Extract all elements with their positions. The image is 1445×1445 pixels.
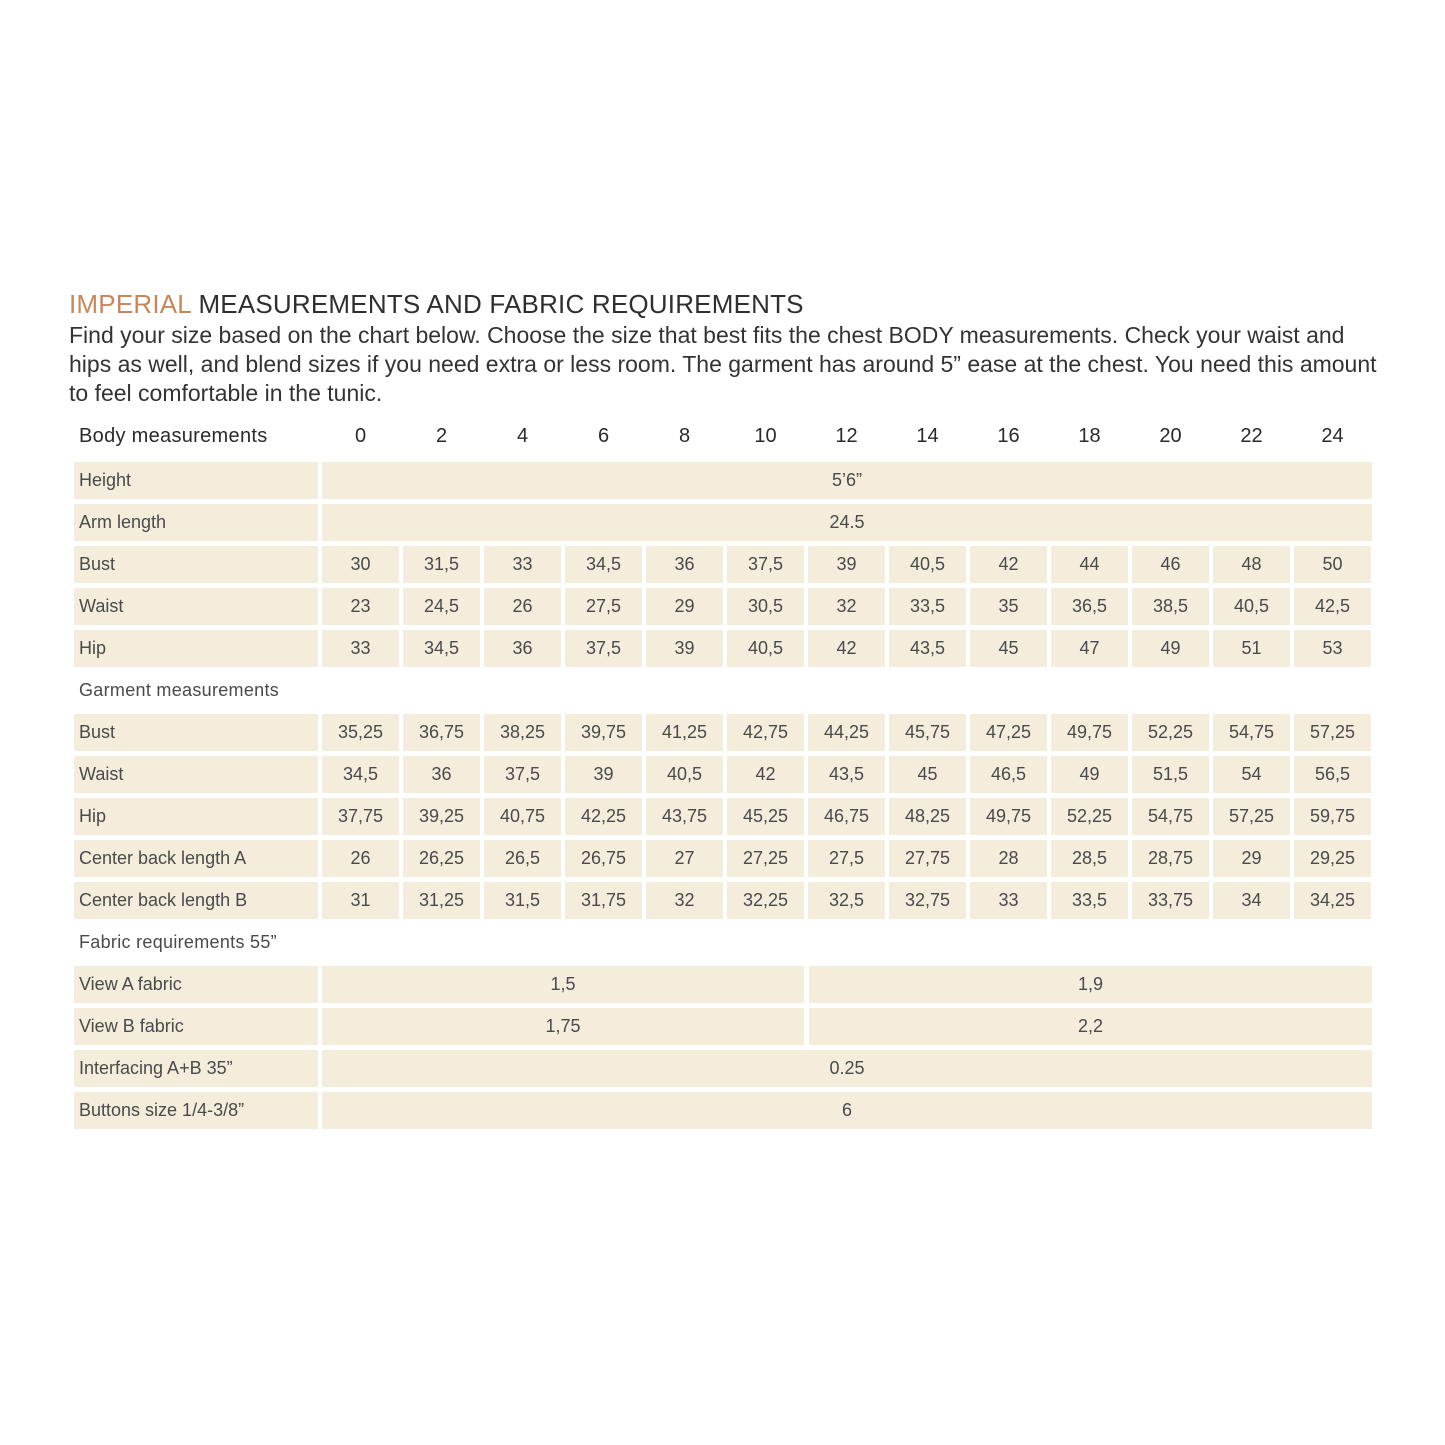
measurement-cell: 32 [646,882,723,919]
measurement-cell: 34 [1213,882,1290,919]
measurement-cell: 49,75 [970,798,1047,835]
header-label: Body measurements [79,424,268,447]
measurement-cell: 34,5 [403,630,480,667]
measurement-cell: 28,75 [1132,840,1209,877]
size-header: 24 [1321,424,1344,447]
row-label: Interfacing A+B 35” [74,1050,318,1087]
measurement-cell: 32 [808,588,885,625]
size-header: 0 [354,424,367,447]
title-accent: IMPERIAL [69,289,192,319]
measurement-cell: 35 [970,588,1047,625]
measurement-cell: 26,25 [403,840,480,877]
size-header: 8 [678,424,691,447]
measurement-cell: 36 [403,756,480,793]
interfacing-value: 0.25 [322,1050,1372,1087]
measurement-cell: 26,5 [484,840,561,877]
size-header: 4 [516,424,529,447]
measurement-cell: 52,25 [1051,798,1128,835]
measurement-cell: 29,25 [1294,840,1371,877]
measurement-cell: 39 [565,756,642,793]
measurement-cell: 41,25 [646,714,723,751]
measurement-cell: 46 [1132,546,1209,583]
measurement-cell: 54 [1213,756,1290,793]
arm-length-value: 24.5 [322,504,1372,541]
page-title [69,288,804,320]
measurement-cell: 33,75 [1132,882,1209,919]
view-b-fabric-row [74,1005,1372,1047]
measurement-cell: 34,25 [1294,882,1371,919]
row-label: Arm length [74,504,318,541]
measurement-cell: 26 [322,840,399,877]
height-value: 5’6” [322,462,1372,499]
measurement-cell: 47 [1051,630,1128,667]
measurement-cell: 36 [484,630,561,667]
buttons-value: 6 [322,1092,1372,1129]
view-b-large-value: 2,2 [809,1008,1372,1045]
measurement-cell: 45,75 [889,714,966,751]
measurement-cell: 42,75 [727,714,804,751]
measurement-cell: 31,75 [565,882,642,919]
measurement-cell: 30,5 [727,588,804,625]
measurement-cell: 42 [808,630,885,667]
intro-text: Find your size based on the chart below. Choose the size that best fits the chest BODY measurements. Check your waist and hips as well, and blend sizes if you need extra or less room. The garment has around 5” ease at the chest. You need this amount to feel comfortable in the tunic. [69,322,1377,406]
size-header: 22 [1240,424,1263,447]
view-b-small-value: 1,75 [322,1008,804,1045]
height-row [74,459,1372,501]
measurement-cell: 36,75 [403,714,480,751]
measurement-cell: 57,25 [1294,714,1371,751]
measurement-cell: 31,25 [403,882,480,919]
row-label: Hip [74,798,318,835]
measurement-cell: 51 [1213,630,1290,667]
measurement-cell: 46,75 [808,798,885,835]
measurement-cell: 24,5 [403,588,480,625]
size-header: 14 [916,424,939,447]
measurement-cell: 44 [1051,546,1128,583]
garment-section-title: Garment measurements [79,679,280,700]
view-a-large-value: 1,9 [809,966,1372,1003]
measurement-cell: 54,75 [1132,798,1209,835]
measurement-cell: 45,25 [727,798,804,835]
measurement-cell: 32,25 [727,882,804,919]
measurement-cell: 27,5 [808,840,885,877]
measurement-cell: 54,75 [1213,714,1290,751]
body-measurement-rows [74,543,1372,669]
measurement-cell: 28 [970,840,1047,877]
measurement-cell: 31 [322,882,399,919]
measurement-cell: 37,5 [484,756,561,793]
measurement-cell: 43,5 [808,756,885,793]
measurement-cell: 33,5 [889,588,966,625]
body-measurement-row [74,585,1372,627]
measurement-cell: 40,75 [484,798,561,835]
body-measurement-row [74,627,1372,669]
measurement-cell: 43,75 [646,798,723,835]
garment-measurement-row [74,711,1372,753]
view-a-small-value: 1,5 [322,966,804,1003]
buttons-row [74,1089,1372,1131]
size-header: 10 [754,424,777,447]
measurement-cell: 23 [322,588,399,625]
measurement-cell: 33 [970,882,1047,919]
size-header: 18 [1078,424,1101,447]
row-label: Hip [74,630,318,667]
garment-measurement-row [74,837,1372,879]
fabric-section-title: Fabric requirements 55” [79,931,277,952]
measurement-cell: 49,75 [1051,714,1128,751]
measurement-cell: 39,25 [403,798,480,835]
row-label: Height [74,462,318,499]
measurement-cell: 37,5 [565,630,642,667]
measurement-cell: 28,5 [1051,840,1128,877]
measurement-cell: 32,5 [808,882,885,919]
row-label: Bust [74,714,318,751]
measurement-cell: 45 [970,630,1047,667]
measurement-cell: 30 [322,546,399,583]
size-header: 6 [597,424,610,447]
measurement-cell: 27,5 [565,588,642,625]
measurement-cell: 36 [646,546,723,583]
measurement-cell: 37,75 [322,798,399,835]
measurement-cell: 40,5 [1213,588,1290,625]
row-label: View A fabric [74,966,318,1003]
measurement-cell: 26,75 [565,840,642,877]
measurement-cell: 48,25 [889,798,966,835]
measurement-cell: 27,75 [889,840,966,877]
measurement-cell: 36,5 [1051,588,1128,625]
measurement-cell: 31,5 [403,546,480,583]
size-header: 2 [435,424,448,447]
measurement-cell: 33 [484,546,561,583]
row-label: Waist [74,756,318,793]
measurement-cell: 39 [646,630,723,667]
measurement-cell: 44,25 [808,714,885,751]
measurement-cell: 45 [889,756,966,793]
measurement-cell: 59,75 [1294,798,1371,835]
measurement-cell: 46,5 [970,756,1047,793]
size-chart-table [74,413,1372,1131]
measurement-cell: 43,5 [889,630,966,667]
measurement-cell: 38,25 [484,714,561,751]
measurement-cell: 48 [1213,546,1290,583]
measurement-cell: 39 [808,546,885,583]
measurement-cell: 49 [1051,756,1128,793]
measurement-cell: 51,5 [1132,756,1209,793]
row-label: View B fabric [74,1008,318,1045]
measurement-cell: 26 [484,588,561,625]
measurement-cell: 31,5 [484,882,561,919]
title-rest: MEASUREMENTS AND FABRIC REQUIREMENTS [198,289,804,319]
body-measurement-row [74,543,1372,585]
measurement-cell: 57,25 [1213,798,1290,835]
garment-measurement-row [74,753,1372,795]
measurement-cell: 42,25 [565,798,642,835]
size-header-row [74,413,1372,459]
measurement-cell: 49 [1132,630,1209,667]
measurement-cell: 29 [646,588,723,625]
measurement-cell: 39,75 [565,714,642,751]
measurement-cell: 40,5 [889,546,966,583]
measurement-cell: 42 [727,756,804,793]
measurement-cell: 38,5 [1132,588,1209,625]
measurement-cell: 34,5 [565,546,642,583]
measurement-cell: 50 [1294,546,1371,583]
measurement-cell: 32,75 [889,882,966,919]
garment-measurement-row [74,879,1372,921]
view-a-fabric-row [74,963,1372,1005]
row-label: Buttons size 1/4-3/8” [74,1092,318,1129]
measurement-cell: 42 [970,546,1047,583]
interfacing-row [74,1047,1372,1089]
size-header: 12 [835,424,858,447]
size-header: 20 [1159,424,1182,447]
row-label: Center back length B [74,882,318,919]
garment-measurement-row [74,795,1372,837]
measurement-cell: 29 [1213,840,1290,877]
measurement-cell: 35,25 [322,714,399,751]
measurement-cell: 53 [1294,630,1371,667]
measurement-cell: 33 [322,630,399,667]
measurement-cell: 40,5 [646,756,723,793]
measurement-cell: 42,5 [1294,588,1371,625]
measurement-cell: 40,5 [727,630,804,667]
size-header: 16 [997,424,1020,447]
measurement-cell: 27,25 [727,840,804,877]
garment-measurement-rows [74,711,1372,921]
measurement-cell: 47,25 [970,714,1047,751]
measurement-cell: 33,5 [1051,882,1128,919]
row-label: Waist [74,588,318,625]
measurement-cell: 52,25 [1132,714,1209,751]
measurement-cell: 34,5 [322,756,399,793]
row-label: Bust [74,546,318,583]
arm-length-row [74,501,1372,543]
measurement-cell: 37,5 [727,546,804,583]
measurement-cell: 27 [646,840,723,877]
measurement-cell: 56,5 [1294,756,1371,793]
row-label: Center back length A [74,840,318,877]
